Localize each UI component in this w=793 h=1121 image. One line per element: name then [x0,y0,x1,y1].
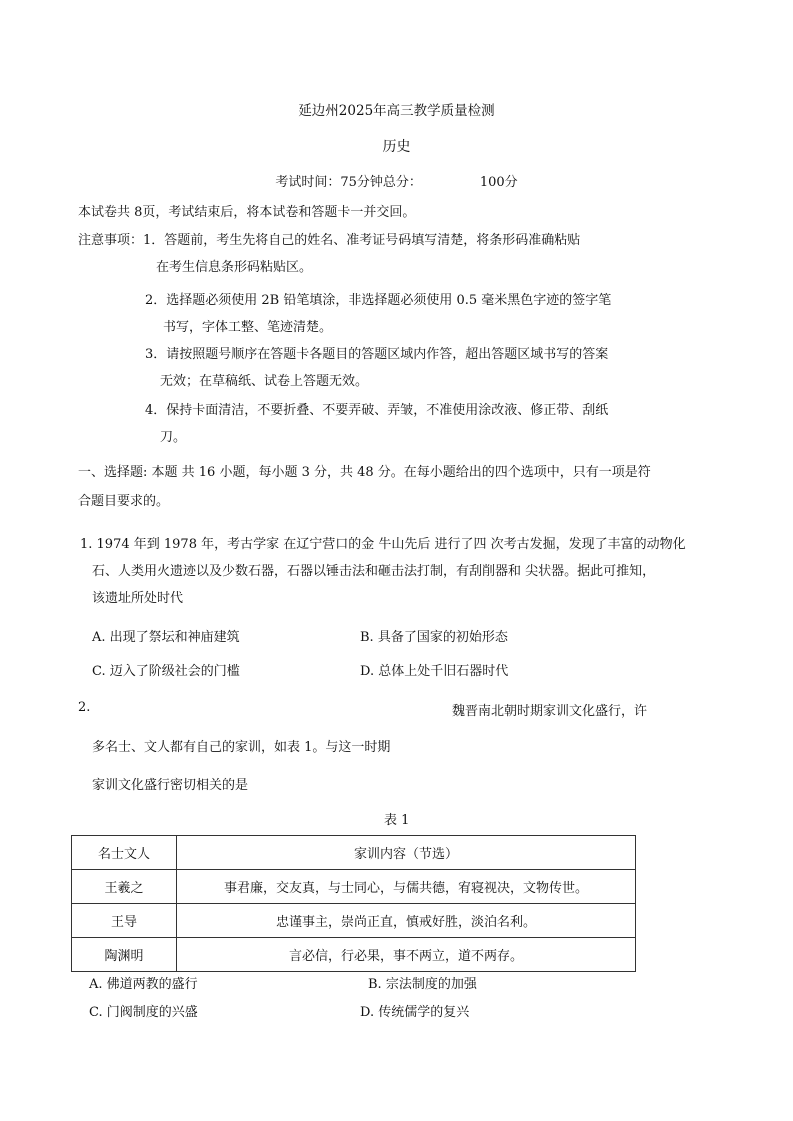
table-header-cell: 家训内容（节选） [177,836,636,870]
section-heading-line-2: 合题目要求的。 [78,494,170,509]
q2-option-d: D. 传统儒学的复兴 [360,1005,470,1020]
table-cell: 王导 [72,904,177,938]
section-heading-line-1: 一、选择题: 本题 共 16 小题，每小题 3 分，共 48 分。在每小题给出的四个选项中，只有一项是符 [78,465,651,480]
note-1-text: 1．答题前，考生先将自己的姓名、准考证号码填写清楚，将条形码准确粘贴 [143,233,581,248]
table-caption: 表 1 [384,813,410,828]
table-cell: 陶渊明 [72,938,177,972]
note-3-line-1: 3．请按照题号顺序在答题卡各题目的答题区域内作答，超出答题区域书写的答案 [145,347,609,362]
family-precepts-table [71,835,636,972]
table-row [72,904,636,938]
q2-stem-line-1: 魏晋南北朝时期家训文化盛行，许 [452,704,648,719]
table-cell: 事君廉，交友真，与士同心，与儒共德，宥寝视决，文物传世。 [177,870,636,904]
table-cell: 王羲之 [72,870,177,904]
q2-stem-line-3: 家训文化盛行密切相关的是 [92,778,249,793]
table-header-cell: 名士文人 [72,836,177,870]
exam-subject: 历史 [382,139,411,155]
q2-number: 2. [78,700,91,715]
q1-stem-line-3: 该遗址所处时代 [92,591,184,606]
q1-option-a: A. 出现了祭坛和神庙建筑 [92,630,240,645]
table-row [72,938,636,972]
q2-option-a: A. 佛道两教的盛行 [89,977,198,992]
table-cell: 忠谨事主，崇尚正直，慎戒好胜，淡泊名利。 [177,904,636,938]
exam-title: 延边州2025年高三教学质量检测 [298,103,495,119]
note-2-line-2: 书写，字体工整、笔迹清楚。 [163,320,333,335]
table-cell: 言必信，行必果，事不两立，道不两存。 [177,938,636,972]
q1-option-d: D. 总体上处千旧石器时代 [360,664,509,679]
note-4-line-2: 刀。 [160,430,187,445]
q2-stem-line-2: 多名士、文人都有自己的家训，如表 1。与这一时期 [92,740,391,755]
exam-meta [0,171,793,190]
table-row [72,870,636,904]
q1-stem-line-2: 石、人类用火遗迹以及少数石器，石器以锤击法和砸击法打制，有刮削器和 尖状器。据此可推知， [92,564,656,579]
table-header-row [72,836,636,870]
q1-option-c: C. 迈入了阶级社会的门槛 [92,664,240,679]
q1-stem-line-1: 1. 1974 年到 1978 年，考古学家 在辽宁营口的金 牛山先后 进行了四 次考古发掘，发现了丰富的动物化 [80,537,686,552]
intro-text: 本试卷共 8页，考试结束后，将本试卷和答题卡一并交回。 [78,205,416,220]
total-score: 100分 [479,175,518,190]
note-3-line-2: 无效；在草稿纸、试卷上答题无效。 [160,374,369,389]
note-4-line-1: 4．保持卡面清洁，不要折叠、不要弄破、弄皱，不准使用涂改液、修正带、刮纸 [145,403,609,418]
q1-option-b: B. 具备了国家的初始形态 [360,630,508,645]
time-label: 考试时间：75分钟总分： [275,175,422,190]
note-2-line-1: 2．选择题必须使用 2B 铅笔填涂，非选择题必须使用 0.5 毫米黑色字迹的签字笔 [145,293,612,308]
q2-option-c: C. 门阀制度的兴盛 [89,1005,198,1020]
q2-option-b: B. 宗法制度的加强 [368,977,477,992]
note-1-line-2: 在考生信息条形码粘贴区。 [156,260,313,275]
notes-label: 注意事项： [78,233,144,248]
note-1-line-1 [78,229,580,248]
